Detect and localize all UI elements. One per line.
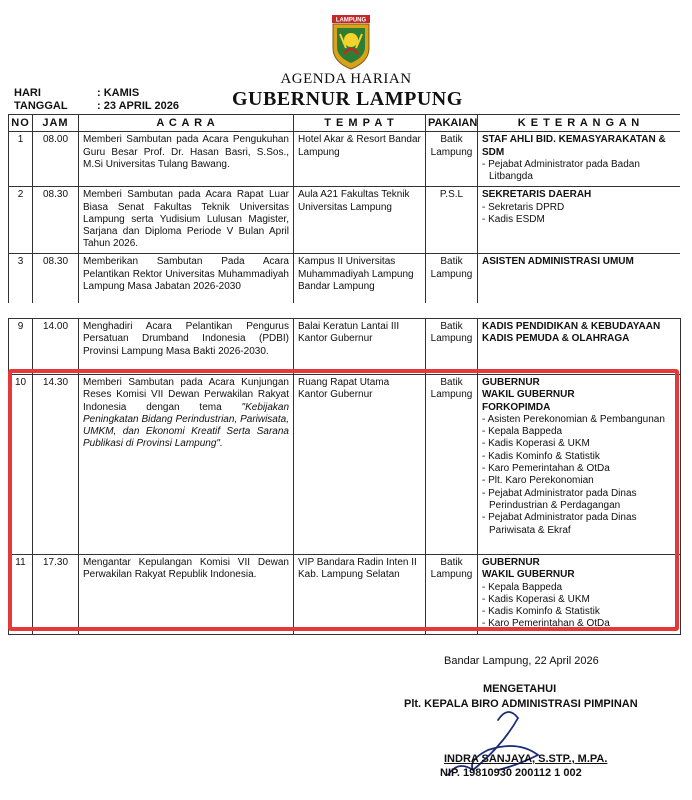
row-no: 1 (9, 132, 33, 187)
row-event: Menghadiri Acara Pelantikan Pengurus Persatuan Drumband Indonesia (PDBI) Provinsi Lampung Masa Bakti 2026-2030. (79, 319, 294, 375)
signatory-name: INDRA SANJAYA, S.STP., M.PA. (444, 753, 608, 765)
row-notes (478, 187, 681, 254)
notes-item: - Kepala Bappeda (482, 426, 676, 438)
notes-heading: KADIS PENDIDIKAN & KEBUDAYAAN (482, 321, 661, 332)
governor-title: GUBERNUR LAMPUNG (232, 88, 463, 110)
row-attire: Batik Lampung (426, 132, 478, 187)
notes-item: - Kadis Kominfo & Statistik (482, 451, 676, 463)
notes-heading: KADIS PEMUDA & OLAHRAGA (482, 333, 630, 345)
notes-item: - Pejabat Administrator pada Dinas Pariwisata & Ekraf (482, 512, 676, 537)
notes-item: - Kadis ESDM (482, 214, 676, 226)
row-venue: VIP Bandara Radin Inten II Kab. Lampung Selatan (294, 555, 426, 635)
row-venue: Balai Keratun Lantai III Kantor Gubernur (294, 319, 426, 375)
row-venue: Aula A21 Fakultas Teknik Universitas Lampung (294, 187, 426, 254)
notes-heading: GUBERNUR (482, 557, 540, 568)
logo-banner-text: LAMPUNG (335, 17, 367, 24)
notes-item: - Kadis Koperasi & UKM (482, 438, 676, 450)
header-no: NO (9, 115, 33, 132)
row-event: Memberikan Sambutan Pada Acara Pelantikan Rektor Universitas Muhammadiyah Lampung Masa Jabatan 2026-2030 (79, 254, 294, 303)
highlight-frame (8, 369, 679, 631)
row-no: 10 (9, 375, 33, 555)
table-row (9, 319, 681, 375)
row-attire: Batik Lampung (426, 555, 478, 635)
row-time: 17.30 (33, 555, 79, 635)
notes-item: - Kadis Kominfo & Statistik (482, 606, 676, 618)
row-event: Memberi Sambutan pada Acara Pengukuhan Guru Besar Prof. Dr. Hasan Basri, S.Sos., M.Si Universitas Tulang Bawang. (79, 132, 294, 187)
header-pakaian: PAKAIAN (426, 115, 478, 132)
row-time: 08.30 (33, 187, 79, 254)
notes-heading: WAKIL GUBERNUR (482, 569, 575, 581)
day-label: HARI (14, 87, 41, 99)
notes-item: - Plt. Karo Perekonomian (482, 475, 676, 487)
row-attire: Batik Lampung (426, 319, 478, 375)
header-jam: JAM (33, 115, 79, 132)
table-row (9, 254, 681, 303)
agenda-table-top (8, 114, 680, 303)
event-theme: "Kebijakan Peningkatan Bidang Perindustrian, Pariwisata, UMKM, dan Ekonomi Kreatif Serta Sarana Publikasi di Provinsi Lampung". (83, 401, 290, 450)
notes-item: - Sekretaris DPRD (482, 202, 676, 214)
notes-heading: ASISTEN ADMINISTRASI UMUM (482, 256, 634, 268)
row-venue: Kampus II Universitas Muhammadiyah Lampung Bandar Lampung (294, 254, 426, 303)
mengetahui-label: MENGETAHUI (483, 683, 557, 695)
date-label: TANGGAL (14, 100, 68, 112)
day-value: : KAMIS (97, 87, 140, 99)
notes-item: - Kepala Bappeda (482, 582, 676, 594)
notes-item: - Karo Pemerintahan & OtDa (482, 463, 676, 475)
notes-item: - Asisten Perekonomian & Pembangunan (482, 414, 676, 426)
row-venue: Hotel Akar & Resort Bandar Lampung (294, 132, 426, 187)
notes-heading: STAF AHLI BID. KEMASYARAKATAN & SDM (482, 134, 666, 158)
header-keterangan: K E T E R A N G A N (478, 115, 681, 132)
notes-item: - Karo Pemerintahan & OtDa (482, 618, 676, 630)
place-date: Bandar Lampung, 22 April 2026 (444, 655, 599, 667)
agenda-title: AGENDA HARIAN (280, 71, 412, 87)
header-acara: A C A R A (79, 115, 294, 132)
notes-heading: SEKRETARIS DAERAH (482, 189, 592, 201)
row-notes (478, 132, 681, 187)
row-attire: P.S.L (426, 187, 478, 254)
row-time: 08.30 (33, 254, 79, 303)
row-attire: Batik Lampung (426, 375, 478, 555)
row-event: Mengantar Kepulangan Komisi VII Dewan Perwakilan Rakyat Republik Indonesia. (79, 555, 294, 635)
agenda-table-top-section (8, 114, 680, 303)
table-row (9, 132, 681, 187)
row-notes (478, 319, 681, 375)
notes-heading: GUBERNUR (482, 377, 540, 388)
table-header-row (9, 115, 681, 132)
notes-heading: WAKIL GUBERNUR (482, 389, 575, 401)
row-time: 08.00 (33, 132, 79, 187)
date-value: : 23 APRIL 2026 (97, 100, 179, 112)
signatory-position: Plt. KEPALA BIRO ADMINISTRASI PIMPINAN (404, 698, 638, 710)
row-time: 14.00 (33, 319, 79, 375)
row-venue: Ruang Rapat Utama Kantor Gubernur (294, 375, 426, 555)
notes-item: - Pejabat Administrator pada Dinas Perindustrian & Perdagangan (482, 488, 676, 513)
row-no: 9 (9, 319, 33, 375)
table-row (9, 187, 681, 254)
signatory-nip: NIP. 19810930 200112 1 002 (440, 767, 582, 779)
row-no: 3 (9, 254, 33, 303)
notes-item: - Pejabat Administrator pada Badan Litbangda (482, 159, 676, 184)
notes-item: - Kadis Koperasi & UKM (482, 594, 676, 606)
row-notes (478, 254, 681, 303)
lampung-emblem-logo (330, 14, 372, 70)
row-time: 14.30 (33, 375, 79, 555)
row-no: 2 (9, 187, 33, 254)
row-no: 11 (9, 555, 33, 635)
notes-heading: FORKOPIMDA (482, 401, 551, 413)
row-event: Memberi Sambutan pada Acara Rapat Luar Biasa Senat Fakultas Teknik Universitas Lampung serta Yudisium Lulusan Magister, Sarjana dan Diploma Periode V Bulan April Tahun 2026. (79, 187, 294, 254)
event-text: Memberi Sambutan pada Acara Kunjungan Reses Komisi VII Dewan Perwakilan Rakyat Indonesia dengan tema (83, 377, 289, 413)
row-attire: Batik Lampung (426, 254, 478, 303)
header-tempat: T E M P A T (294, 115, 426, 132)
